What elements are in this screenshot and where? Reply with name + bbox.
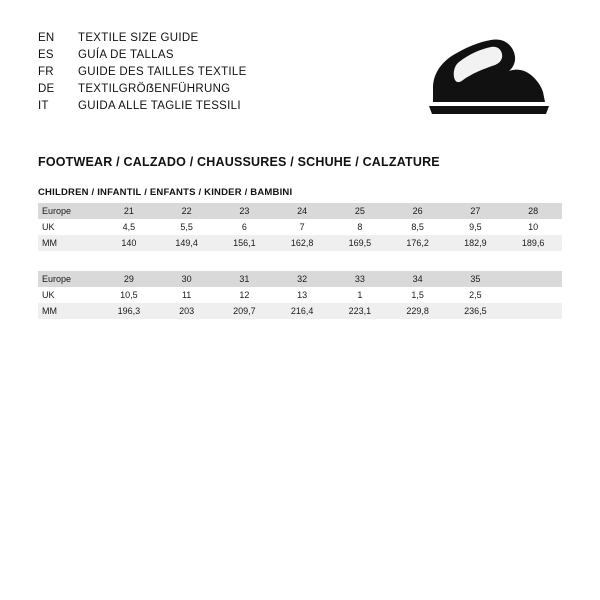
table-cell: 196,3 <box>100 303 158 319</box>
table-cell: 28 <box>504 203 562 219</box>
table-cell: 209,7 <box>216 303 274 319</box>
size-table-children-29-35 <box>38 271 562 319</box>
table-cell: 7 <box>273 219 331 235</box>
table-cell: 216,4 <box>273 303 331 319</box>
table-cell: 156,1 <box>216 235 274 251</box>
table-cell: 23 <box>216 203 274 219</box>
table-cell: 1 <box>331 287 389 303</box>
language-code: IT <box>38 100 49 112</box>
language-row <box>38 81 378 98</box>
row-label: Europe <box>38 271 100 287</box>
language-title: GUÍA DE TALLAS <box>78 49 174 61</box>
shoe-icon <box>425 36 555 116</box>
language-title: TEXTILGRÖẞENFÜHRUNG <box>78 83 231 95</box>
table-cell: 31 <box>216 271 274 287</box>
table-cell: 189,6 <box>504 235 562 251</box>
table-cell: 162,8 <box>273 235 331 251</box>
size-table-children-21-28 <box>38 203 562 251</box>
language-row <box>38 47 378 64</box>
table-cell: 4,5 <box>100 219 158 235</box>
table-cell: 30 <box>158 271 216 287</box>
language-code: DE <box>38 83 55 95</box>
table-cell: 25 <box>331 203 389 219</box>
page-title: FOOTWEAR / CALZADO / CHAUSSURES / SCHUHE / CALZATURE <box>38 155 440 169</box>
row-label: Europe <box>38 203 100 219</box>
table-cell <box>504 287 562 303</box>
table-row <box>38 219 562 235</box>
language-title: TEXTILE SIZE GUIDE <box>78 32 199 44</box>
table-cell: 149,4 <box>158 235 216 251</box>
language-list <box>38 30 378 115</box>
table-cell: 22 <box>158 203 216 219</box>
table-cell: 33 <box>331 271 389 287</box>
table-cell: 21 <box>100 203 158 219</box>
table-cell: 10,5 <box>100 287 158 303</box>
table-cell: 9,5 <box>447 219 505 235</box>
table-cell: 8 <box>331 219 389 235</box>
language-code: FR <box>38 66 54 78</box>
row-label: MM <box>38 235 100 251</box>
row-label: UK <box>38 287 100 303</box>
table-cell: 12 <box>216 287 274 303</box>
table-row <box>38 235 562 251</box>
language-row <box>38 64 378 81</box>
table-row <box>38 203 562 219</box>
section-subtitle: CHILDREN / INFANTIL / ENFANTS / KINDER / BAMBINI <box>38 187 293 198</box>
table-cell <box>504 271 562 287</box>
table-cell: 229,8 <box>389 303 447 319</box>
row-label: UK <box>38 219 100 235</box>
table-cell: 2,5 <box>447 287 505 303</box>
table-cell: 35 <box>447 271 505 287</box>
table-cell: 13 <box>273 287 331 303</box>
language-title: GUIDA ALLE TAGLIE TESSILI <box>78 100 241 112</box>
table-cell: 29 <box>100 271 158 287</box>
table-cell: 140 <box>100 235 158 251</box>
table-cell: 34 <box>389 271 447 287</box>
table-cell: 26 <box>389 203 447 219</box>
language-title: GUIDE DES TAILLES TEXTILE <box>78 66 247 78</box>
language-row <box>38 30 378 47</box>
table-row <box>38 271 562 287</box>
table-cell: 203 <box>158 303 216 319</box>
row-label: MM <box>38 303 100 319</box>
table-cell: 1,5 <box>389 287 447 303</box>
table-cell: 169,5 <box>331 235 389 251</box>
table-cell: 24 <box>273 203 331 219</box>
table-cell: 32 <box>273 271 331 287</box>
language-code: EN <box>38 32 55 44</box>
table-cell: 223,1 <box>331 303 389 319</box>
table-cell: 5,5 <box>158 219 216 235</box>
table-cell: 10 <box>504 219 562 235</box>
table-cell: 11 <box>158 287 216 303</box>
table-row <box>38 287 562 303</box>
table-cell: 27 <box>447 203 505 219</box>
table-cell: 176,2 <box>389 235 447 251</box>
table-row <box>38 303 562 319</box>
table-cell: 6 <box>216 219 274 235</box>
table-cell: 236,5 <box>447 303 505 319</box>
table-cell <box>504 303 562 319</box>
language-code: ES <box>38 49 54 61</box>
language-row <box>38 98 378 115</box>
table-cell: 182,9 <box>447 235 505 251</box>
table-cell: 8,5 <box>389 219 447 235</box>
